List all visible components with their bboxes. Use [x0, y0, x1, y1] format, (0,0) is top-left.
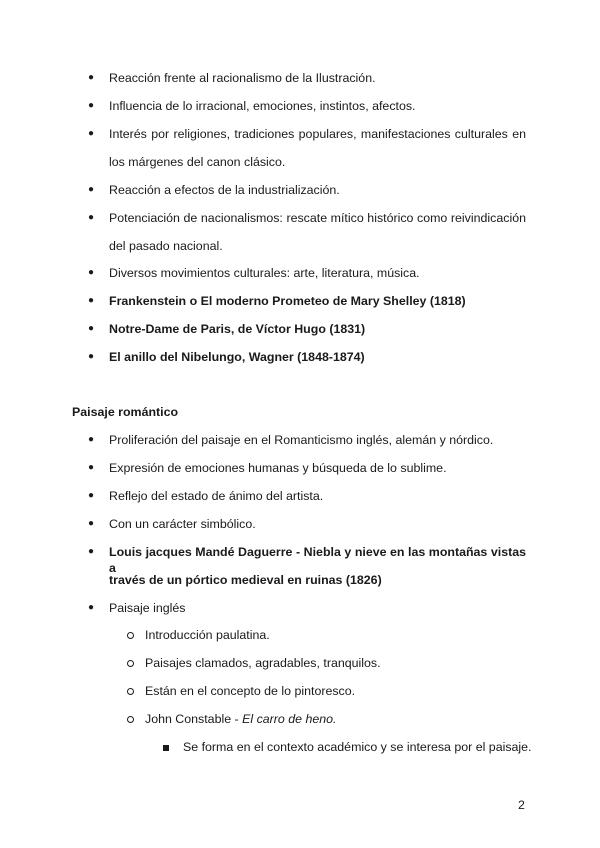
list-item-continuation: del pasado nacional.: [109, 239, 223, 253]
list-item: Influencia de lo irracional, emociones, instintos, afectos.: [109, 99, 416, 113]
sub-sub-list-item: Se forma en el contexto académico y se interesa por el paisaje.: [183, 740, 532, 754]
hollow-bullet-icon: [127, 688, 134, 695]
artist-name: John Constable -: [145, 712, 243, 726]
bullet-icon: ●: [88, 518, 95, 529]
list-item-continuation: los márgenes del canon clásico.: [109, 155, 286, 169]
hollow-bullet-icon: [127, 632, 134, 639]
list-item: Reacción a efectos de la industrialización.: [109, 183, 340, 197]
bullet-icon: ●: [88, 434, 95, 445]
list-item-continuation: través de un pórtico medieval en ruinas (1826): [109, 573, 382, 587]
bullet-icon: ●: [88, 462, 95, 473]
sub-list-item: Están en el concepto de lo pintoresco.: [145, 684, 356, 698]
list-item: Con un carácter simbólico.: [109, 517, 256, 531]
hollow-bullet-icon: [127, 716, 134, 723]
bullet-icon: ●: [88, 323, 95, 334]
bullet-icon: ●: [88, 267, 95, 278]
bullet-icon: ●: [88, 72, 95, 83]
bullet-icon: ●: [88, 128, 95, 139]
list-item: Frankenstein o El moderno Prometeo de Mary Shelley (1818): [109, 294, 466, 308]
list-item: Reacción frente al racionalismo de la Ilustración.: [109, 71, 376, 85]
bullet-icon: ●: [88, 184, 95, 195]
list-item: Potenciación de nacionalismos: rescate mítico histórico como reivindicación: [109, 211, 526, 225]
list-item: El anillo del Nibelungo, Wagner (1848-1874): [109, 350, 365, 364]
sub-list-item: Introducción paulatina.: [145, 628, 270, 642]
square-bullet-icon: [163, 745, 169, 751]
bullet-icon: ●: [88, 490, 95, 501]
section-title: Paisaje romántico: [72, 405, 179, 419]
list-item: Expresión de emociones humanas y búsqueda de lo sublime.: [109, 461, 447, 475]
bullet-icon: ●: [88, 212, 95, 223]
bullet-icon: ●: [88, 602, 95, 613]
artwork-title: El carro de heno.: [242, 712, 337, 726]
page-number: 2: [518, 798, 525, 812]
sub-list-item: Paisajes clamados, agradables, tranquilos.: [145, 656, 381, 670]
list-item: Reflejo del estado de ánimo del artista.: [109, 489, 324, 503]
list-item: Notre-Dame de Paris, de Víctor Hugo (1831): [109, 322, 366, 336]
list-item: Proliferación del paisaje en el Romanticismo inglés, alemán y nórdico.: [109, 433, 494, 447]
bullet-icon: ●: [88, 295, 95, 306]
bullet-icon: ●: [88, 351, 95, 362]
sub-list-item: [145, 711, 337, 727]
list-item: Louis jacques Mandé Daguerre - Niebla y nieve en las montañas vistas a: [109, 545, 526, 575]
list-item: Interés por religiones, tradiciones populares, manifestaciones culturales en: [109, 127, 526, 141]
list-item: Paisaje inglés: [109, 601, 186, 615]
bullet-icon: ●: [88, 546, 95, 557]
hollow-bullet-icon: [127, 660, 134, 667]
list-item: Diversos movimientos culturales: arte, literatura, música.: [109, 266, 420, 280]
bullet-icon: ●: [88, 100, 95, 111]
